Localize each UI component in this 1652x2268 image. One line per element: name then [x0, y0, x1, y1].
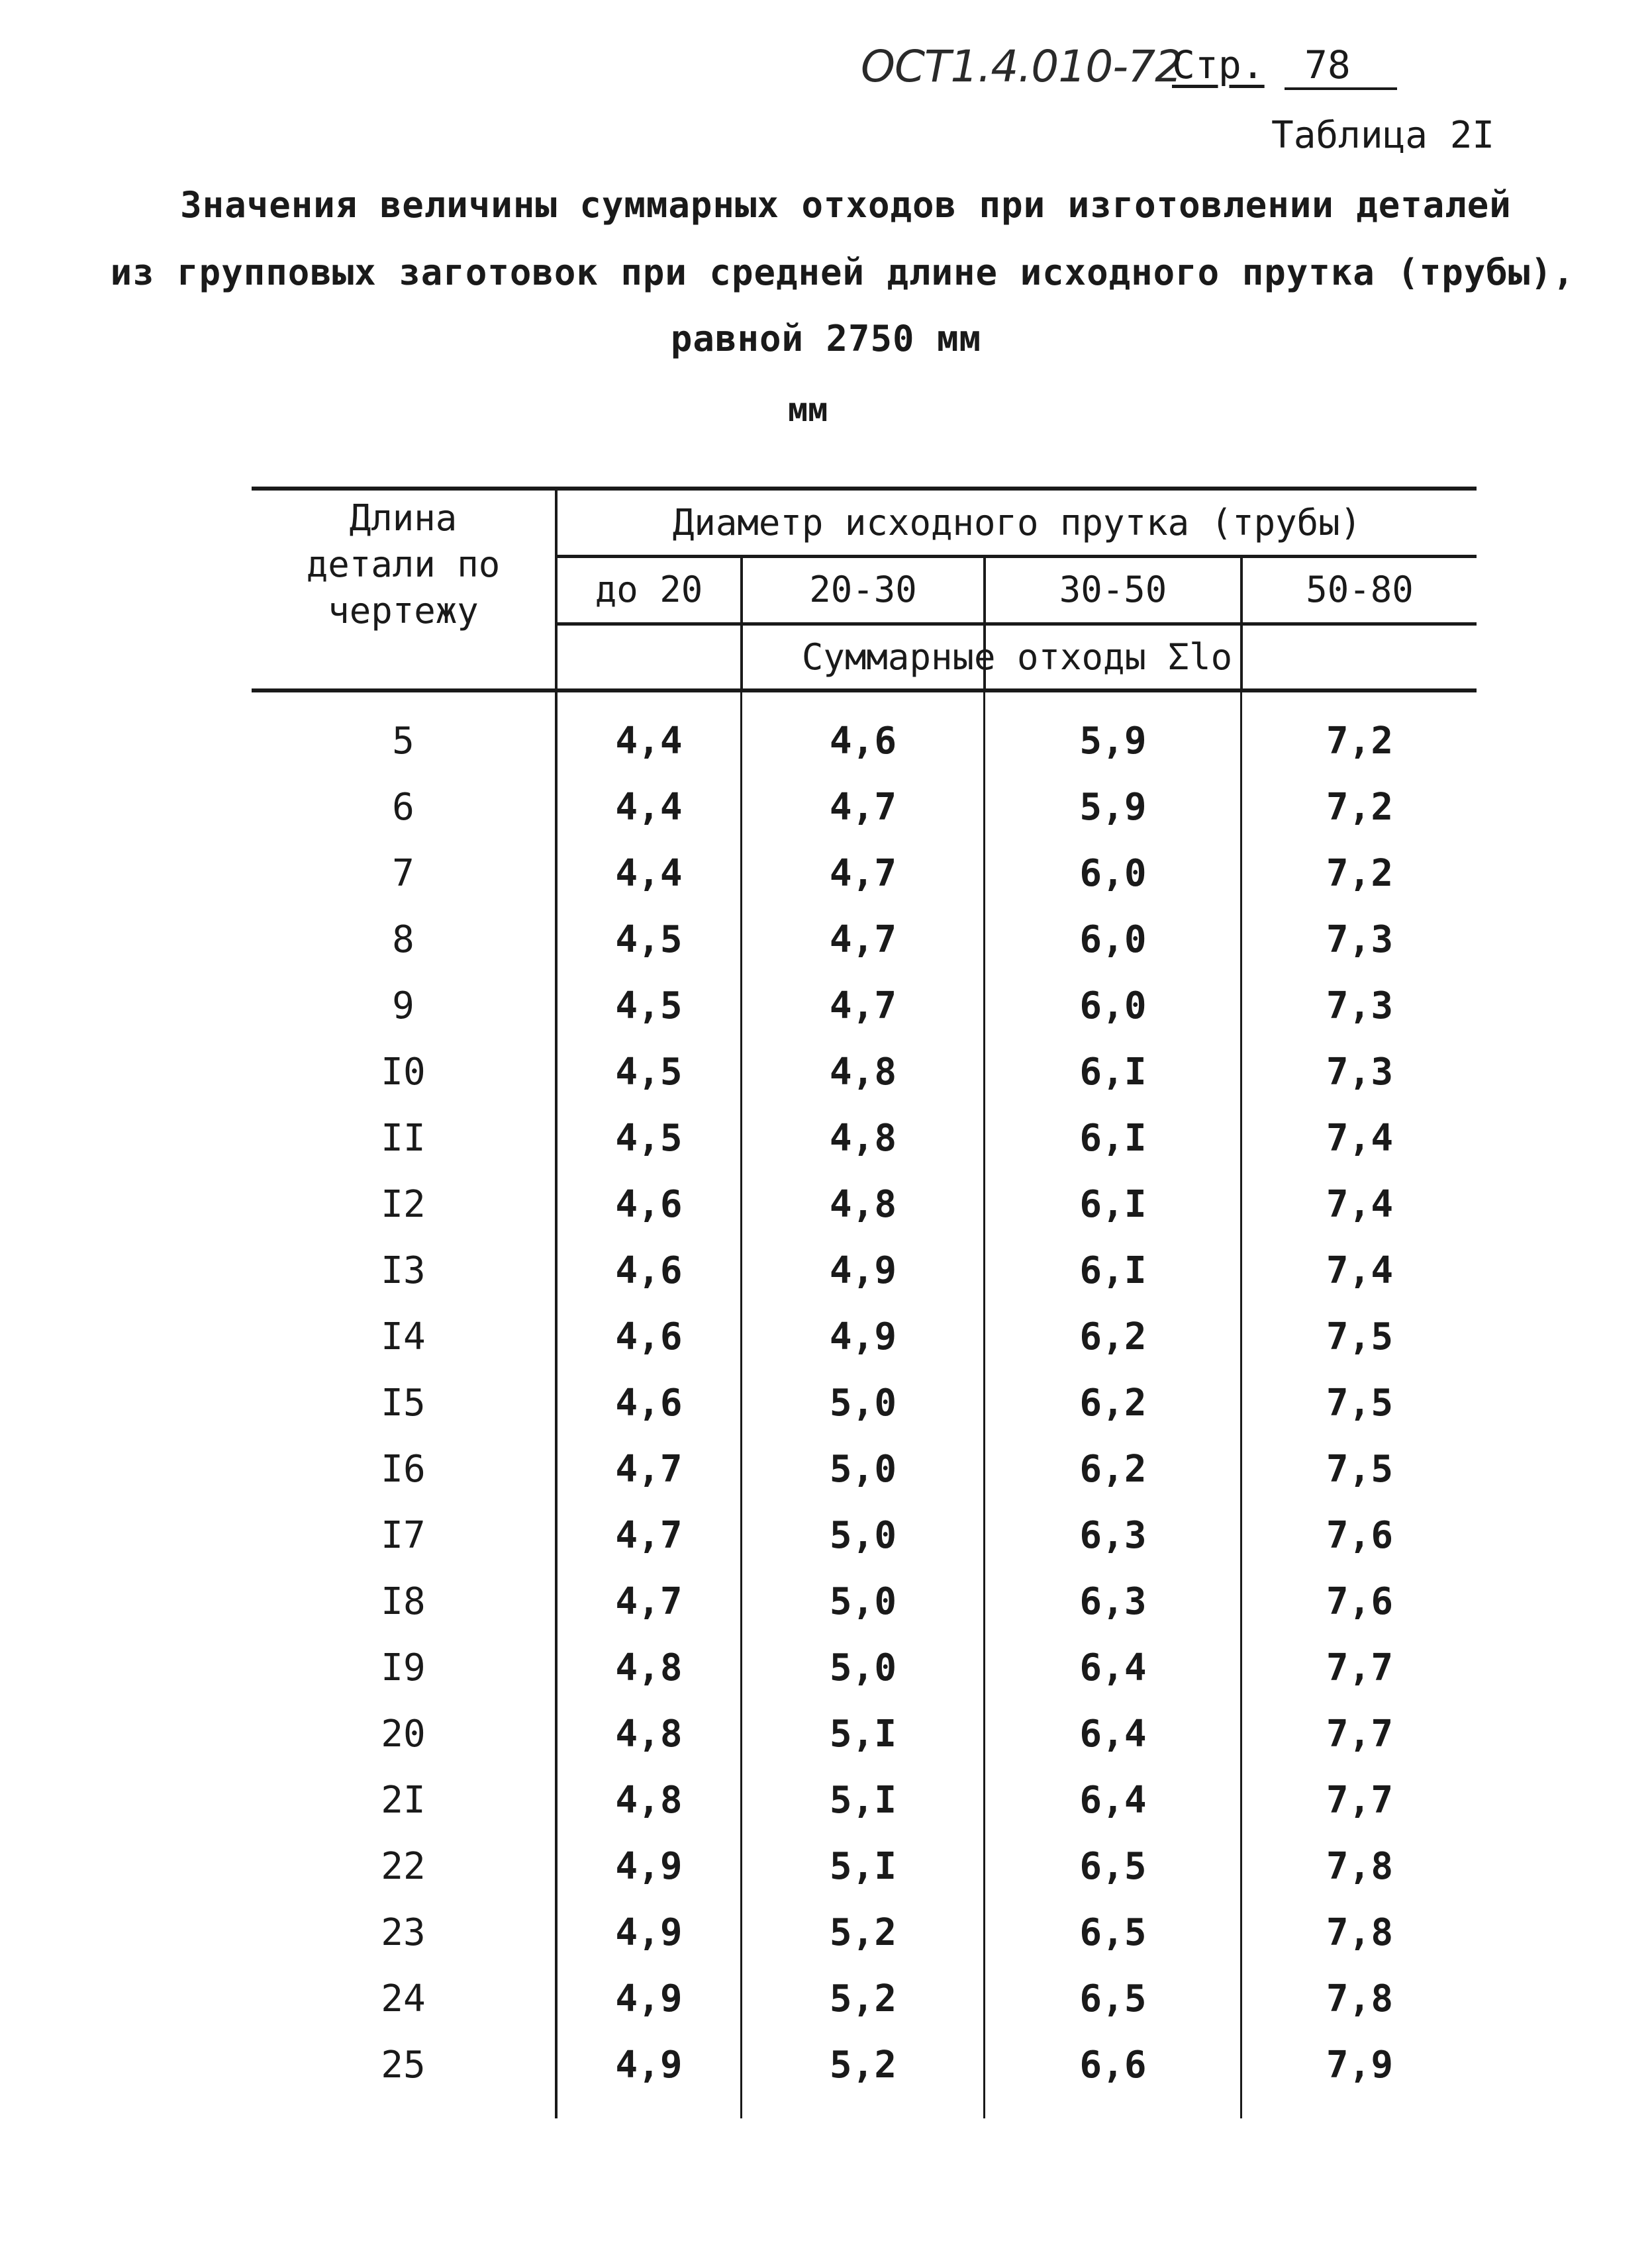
cell-waste-value: 4,7 [615, 1514, 683, 1557]
cell-length: 9 [392, 984, 414, 1027]
cell-length: I9 [381, 1646, 426, 1689]
cell-length: 23 [381, 1911, 426, 1954]
col-divider-1 [740, 690, 742, 2118]
cell-waste-value: 4,6 [615, 1249, 683, 1292]
cell-waste-value: 5,2 [829, 2044, 897, 2087]
cell-waste-value: 7,7 [1326, 1713, 1394, 1756]
cell-waste-value: 5,0 [829, 1646, 897, 1689]
cell-waste-value: 7,6 [1326, 1580, 1394, 1623]
cell-waste-value: 6,I [1079, 1051, 1147, 1094]
cell-waste-value: 6,5 [1079, 1977, 1147, 2020]
cell-waste-value: 6,5 [1079, 1911, 1147, 1954]
table-number: Таблица 2I [1271, 114, 1495, 157]
cell-waste-value: 7,3 [1326, 918, 1394, 961]
cell-waste-value: 4,4 [615, 786, 683, 829]
header-bottom-rule [252, 688, 1477, 692]
column-header-diameter: Диаметр исходного прутка (трубы) [672, 502, 1362, 543]
cell-length: 5 [392, 720, 414, 763]
cell-waste-value: 7,4 [1326, 1249, 1394, 1292]
cell-waste-value: 6,2 [1079, 1448, 1147, 1491]
cell-waste-value: 6,0 [1079, 852, 1147, 895]
cell-length: I5 [381, 1382, 426, 1425]
cell-length: 7 [392, 852, 414, 895]
cell-waste-value: 4,7 [615, 1448, 683, 1491]
cell-length: 8 [392, 918, 414, 961]
cell-waste-value: 4,7 [829, 786, 897, 829]
cell-waste-value: 7,5 [1326, 1315, 1394, 1358]
cell-waste-value: 6,2 [1079, 1315, 1147, 1358]
cell-waste-value: 6,0 [1079, 984, 1147, 1027]
cell-waste-value: 7,8 [1326, 1911, 1394, 1954]
cell-length: I4 [381, 1315, 426, 1358]
cell-waste-value: 5,9 [1079, 720, 1147, 763]
cell-waste-value: 5,I [829, 1713, 897, 1756]
cell-waste-value: 4,4 [615, 720, 683, 763]
cell-waste-value: 4,5 [615, 918, 683, 961]
cell-waste-value: 4,5 [615, 1051, 683, 1094]
cell-waste-value: 7,9 [1326, 2044, 1394, 2087]
cell-waste-value: 5,2 [829, 1911, 897, 1954]
cell-waste-value: 4,9 [615, 2044, 683, 2087]
cell-waste-value: 4,5 [615, 1117, 683, 1160]
cell-waste-value: 6,2 [1079, 1382, 1147, 1425]
cell-length: I7 [381, 1514, 426, 1557]
column-header-total-waste: Суммарные отходы Σlо [801, 636, 1233, 678]
diameter-header-rule [555, 555, 1477, 558]
cell-waste-value: 5,9 [1079, 786, 1147, 829]
cell-waste-value: 7,4 [1326, 1183, 1394, 1226]
cell-waste-value: 4,9 [829, 1315, 897, 1358]
cell-waste-value: 4,9 [615, 1911, 683, 1954]
cell-waste-value: 7,2 [1326, 786, 1394, 829]
cell-waste-value: 6,I [1079, 1183, 1147, 1226]
cell-waste-value: 4,5 [615, 984, 683, 1027]
column-header-length: Длина детали по чертежу [306, 497, 501, 632]
page-number-underline [1285, 87, 1397, 90]
cell-length: I0 [381, 1051, 426, 1094]
table-title-line-3: равной 2750 мм [670, 318, 982, 359]
cell-waste-value: 5,I [829, 1779, 897, 1822]
cell-waste-value: 4,9 [615, 1845, 683, 1888]
cell-waste-value: 7,5 [1326, 1448, 1394, 1491]
cell-length: I8 [381, 1580, 426, 1623]
cell-waste-value: 5,0 [829, 1448, 897, 1491]
cell-length: I3 [381, 1249, 426, 1292]
cell-waste-value: 4,8 [615, 1646, 683, 1689]
diameter-range-3: 30-50 [1059, 569, 1167, 610]
cell-waste-value: 4,8 [615, 1779, 683, 1822]
page-number: 78 [1304, 42, 1351, 87]
cell-waste-value: 6,I [1079, 1249, 1147, 1292]
cell-waste-value: 7,6 [1326, 1514, 1394, 1557]
cell-waste-value: 4,8 [829, 1117, 897, 1160]
cell-waste-value: 6,3 [1079, 1580, 1147, 1623]
cell-length: I6 [381, 1448, 426, 1491]
cell-waste-value: 5,I [829, 1845, 897, 1888]
cell-waste-value: 6,3 [1079, 1514, 1147, 1557]
cell-waste-value: 7,5 [1326, 1382, 1394, 1425]
cell-length: 20 [381, 1713, 426, 1756]
units-label: мм [788, 391, 828, 429]
cell-waste-value: 4,8 [615, 1713, 683, 1756]
col-divider-2 [983, 690, 985, 2118]
cell-waste-value: 4,7 [829, 984, 897, 1027]
cell-waste-value: 5,2 [829, 1977, 897, 2020]
cell-waste-value: 6,0 [1079, 918, 1147, 961]
cell-length: 6 [392, 786, 414, 829]
document-code: ОСТ1.4.010-72 [861, 41, 1183, 92]
cell-waste-value: 4,7 [829, 918, 897, 961]
cell-waste-value: 4,6 [829, 720, 897, 763]
ranges-rule [555, 622, 1477, 626]
cell-waste-value: 7,8 [1326, 1977, 1394, 2020]
table-title-line-2: из групповых заготовок при средней длине исходного прутка (трубы), [110, 252, 1575, 293]
cell-waste-value: 4,6 [615, 1382, 683, 1425]
cell-waste-value: 4,6 [615, 1315, 683, 1358]
cell-waste-value: 6,4 [1079, 1646, 1147, 1689]
cell-waste-value: 6,I [1079, 1117, 1147, 1160]
cell-waste-value: 4,8 [829, 1183, 897, 1226]
cell-waste-value: 4,9 [829, 1249, 897, 1292]
col-divider-3 [1240, 690, 1242, 2118]
cell-length: 2I [381, 1779, 426, 1822]
cell-waste-value: 7,4 [1326, 1117, 1394, 1160]
cell-waste-value: 7,7 [1326, 1779, 1394, 1822]
cell-waste-value: 7,8 [1326, 1845, 1394, 1888]
cell-waste-value: 4,7 [829, 852, 897, 895]
cell-waste-value: 4,4 [615, 852, 683, 895]
cell-length: 25 [381, 2044, 426, 2087]
table-title-line-1: Значения величины суммарных отходов при изготовлении деталей [180, 184, 1512, 226]
cell-waste-value: 6,6 [1079, 2044, 1147, 2087]
cell-waste-value: 6,5 [1079, 1845, 1147, 1888]
cell-waste-value: 4,7 [615, 1580, 683, 1623]
cell-waste-value: 4,8 [829, 1051, 897, 1094]
cell-waste-value: 5,0 [829, 1580, 897, 1623]
cell-waste-value: 4,6 [615, 1183, 683, 1226]
cell-waste-value: 7,2 [1326, 720, 1394, 763]
cell-length: I2 [381, 1183, 426, 1226]
cell-length: II [381, 1117, 426, 1160]
cell-waste-value: 5,0 [829, 1514, 897, 1557]
cell-waste-value: 6,4 [1079, 1779, 1147, 1822]
diameter-range-1: до 20 [595, 569, 703, 610]
cell-waste-value: 4,9 [615, 1977, 683, 2020]
diameter-range-4: 50-80 [1306, 569, 1414, 610]
cell-length: 24 [381, 1977, 426, 2020]
cell-waste-value: 5,0 [829, 1382, 897, 1425]
cell-length: 22 [381, 1845, 426, 1888]
page-label: Стр. [1172, 42, 1265, 87]
cell-waste-value: 7,7 [1326, 1646, 1394, 1689]
cell-waste-value: 6,4 [1079, 1713, 1147, 1756]
cell-waste-value: 7,2 [1326, 852, 1394, 895]
table-top-rule [252, 487, 1477, 491]
cell-waste-value: 7,3 [1326, 984, 1394, 1027]
cell-waste-value: 7,3 [1326, 1051, 1394, 1094]
diameter-range-2: 20-30 [809, 569, 917, 610]
